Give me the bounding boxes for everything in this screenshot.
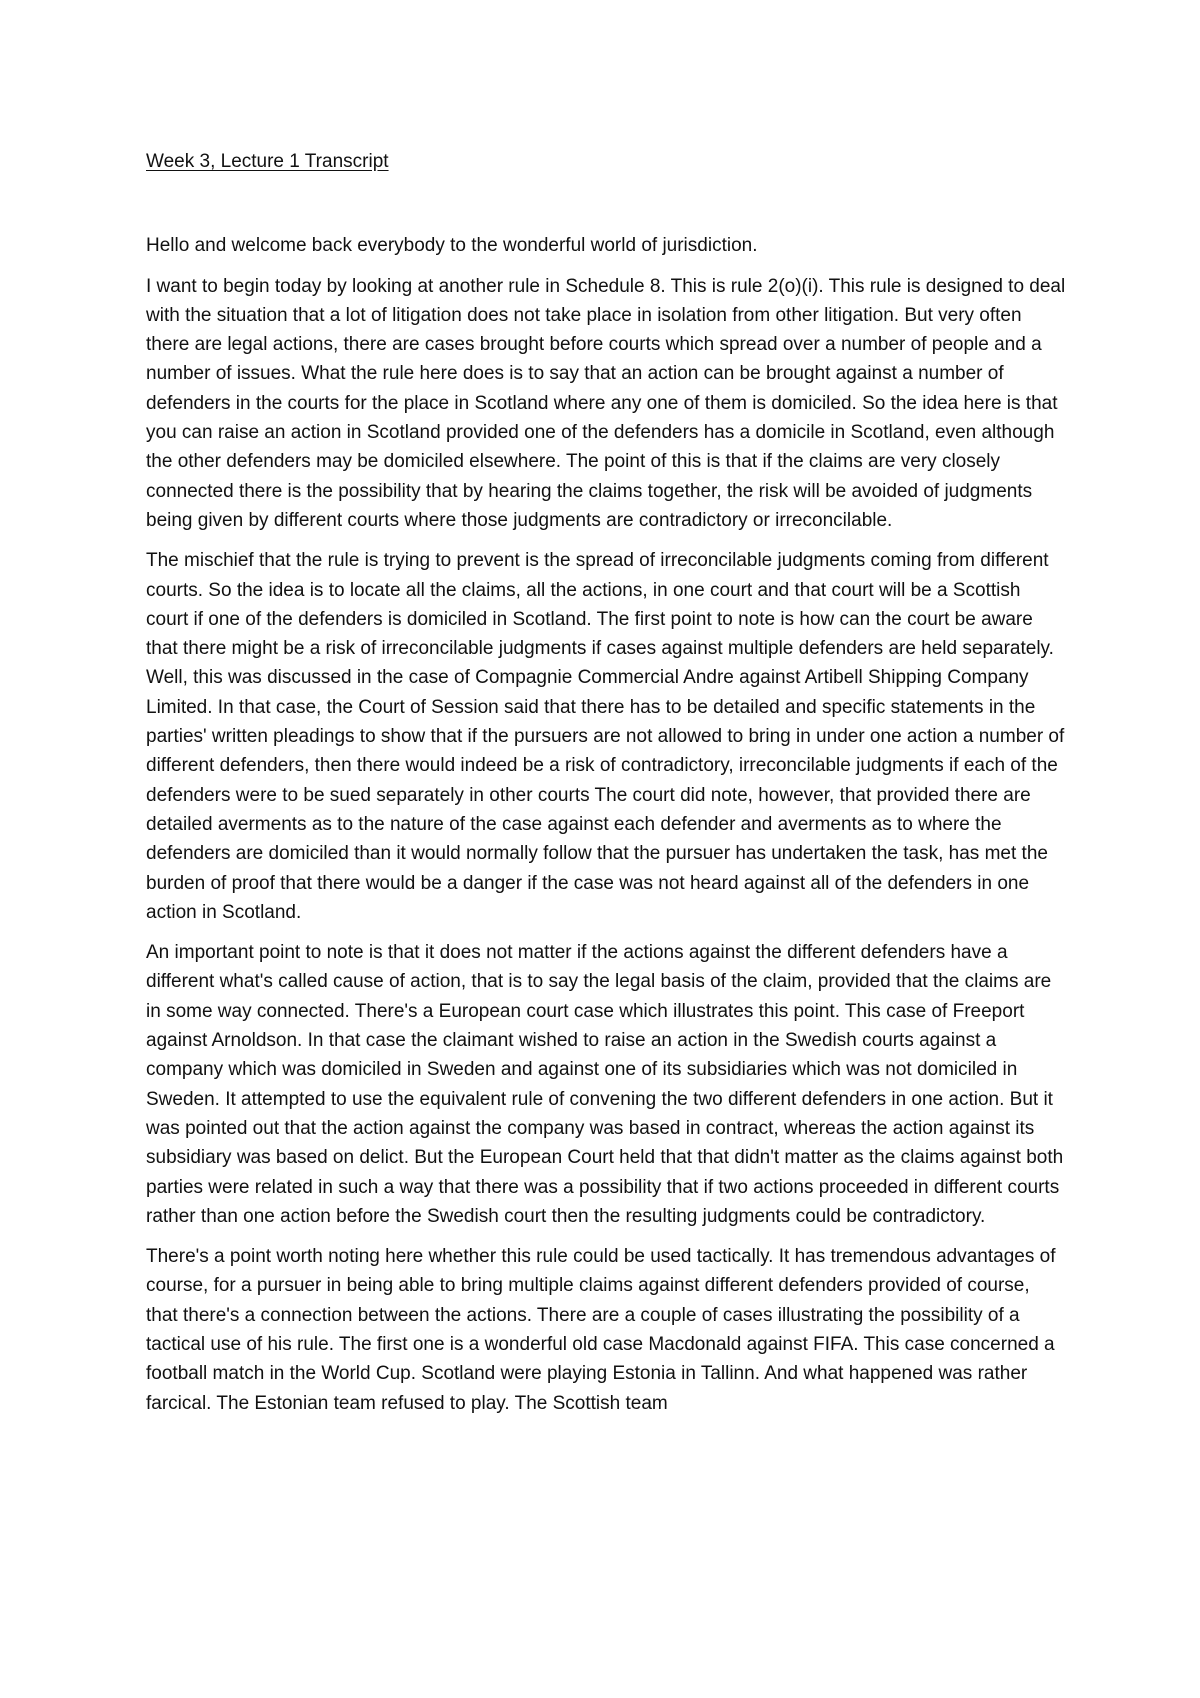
paragraph-rule-2oi: I want to begin today by looking at another rule in Schedule 8. This is rule 2(o)(i). This rule is designed to deal with the situation that a lot of litigation does not take place in isolation from other litigation. But very often there are legal actions, there are cases brought before courts which spread over a number of people and a number of issues. What the rule here does is to say that an action can be brought against a number of defenders in the courts for the place in Scotland where any one of them is domiciled. So the idea here is that you can raise an action in Scotland provided one of the defenders has a domicile in Scotland, even although the other defenders may be domiciled elsewhere. The point of this is that if the claims are very closely connected there is the possibility that by hearing the claims together, the risk will be avoided of judgments being given by different courts where those judgments are contradictory or irreconcilable. (146, 275, 1066, 531)
paragraph-cause-of-action: An important point to note is that it does not matter if the actions against the different defenders have a different what's called cause of action, that is to say the legal basis of the claim, provided that the claims are in some way connected. There's a European court case which illustrates this point. This case of Freeport against Arnoldson. In that case the claimant wished to raise an action in the Swedish courts against a company which was domiciled in Sweden and against one of its subsidiaries which was not domiciled in Sweden. It attempted to use the equivalent rule of convening the two different defenders in one action. But it was pointed out that the action against the company was based in contract, whereas the action against its subsidiary was based on delict. But the European Court held that that didn't matter as the claims against both parties were related in such a way that there was a possibility that if two actions proceeded in different courts rather than one action before the Swedish court then the resulting judgments could be contradictory. (146, 942, 1064, 1227)
paragraph-irreconcilable-judgments: The mischief that the rule is trying to prevent is the spread of irreconcilable judgments coming from different courts. So the idea is to locate all the claims, all the actions, in one court and that court will be a Scottish court if one of the defenders is domiciled in Scotland. The first point to note is how can the court be aware that there might be a risk of irreconcilable judgments if cases against multiple defenders are held separately. Well, this was discussed in the case of Compagnie Commercial Andre against Artibell Shipping Company Limited. In that case, the Court of Session said that there has to be detailed and specific statements in the parties' written pleadings to show that if the pursuers are not allowed to bring in under one action a number of different defenders, then there would indeed be a risk of contradictory, irreconcilable judgments if each of the defenders were to be sued separately in other courts The court did note, however, that provided there are detailed averments as to the nature of the case against each defender and averments as to where the defenders are domiciled than it would normally follow that the pursuer has undertaken the task, has met the burden of proof that there would be a danger if the case was not heard against all of the defenders in one action in Scotland. (146, 550, 1065, 923)
document-body (146, 147, 1066, 1429)
paragraph-intro: Hello and welcome back everybody to the wonderful world of jurisdiction. (146, 235, 758, 257)
document-title: Week 3, Lecture 1 Transcript (146, 151, 389, 172)
paragraph-tactical-use: There's a point worth noting here whether this rule could be used tactically. It has tremendous advantages of course, for a pursuer in being able to bring multiple claims against different defenders provided of course, that there's a connection between the actions. There are a couple of cases illustrating the possibility of a tactical use of his rule. The first one is a wonderful old case Macdonald against FIFA. This case concerned a football match in the World Cup. Scotland were playing Estonia in Tallinn. And what happened was rather farcical. The Estonian team refused to play. The Scottish team (146, 1246, 1056, 1414)
